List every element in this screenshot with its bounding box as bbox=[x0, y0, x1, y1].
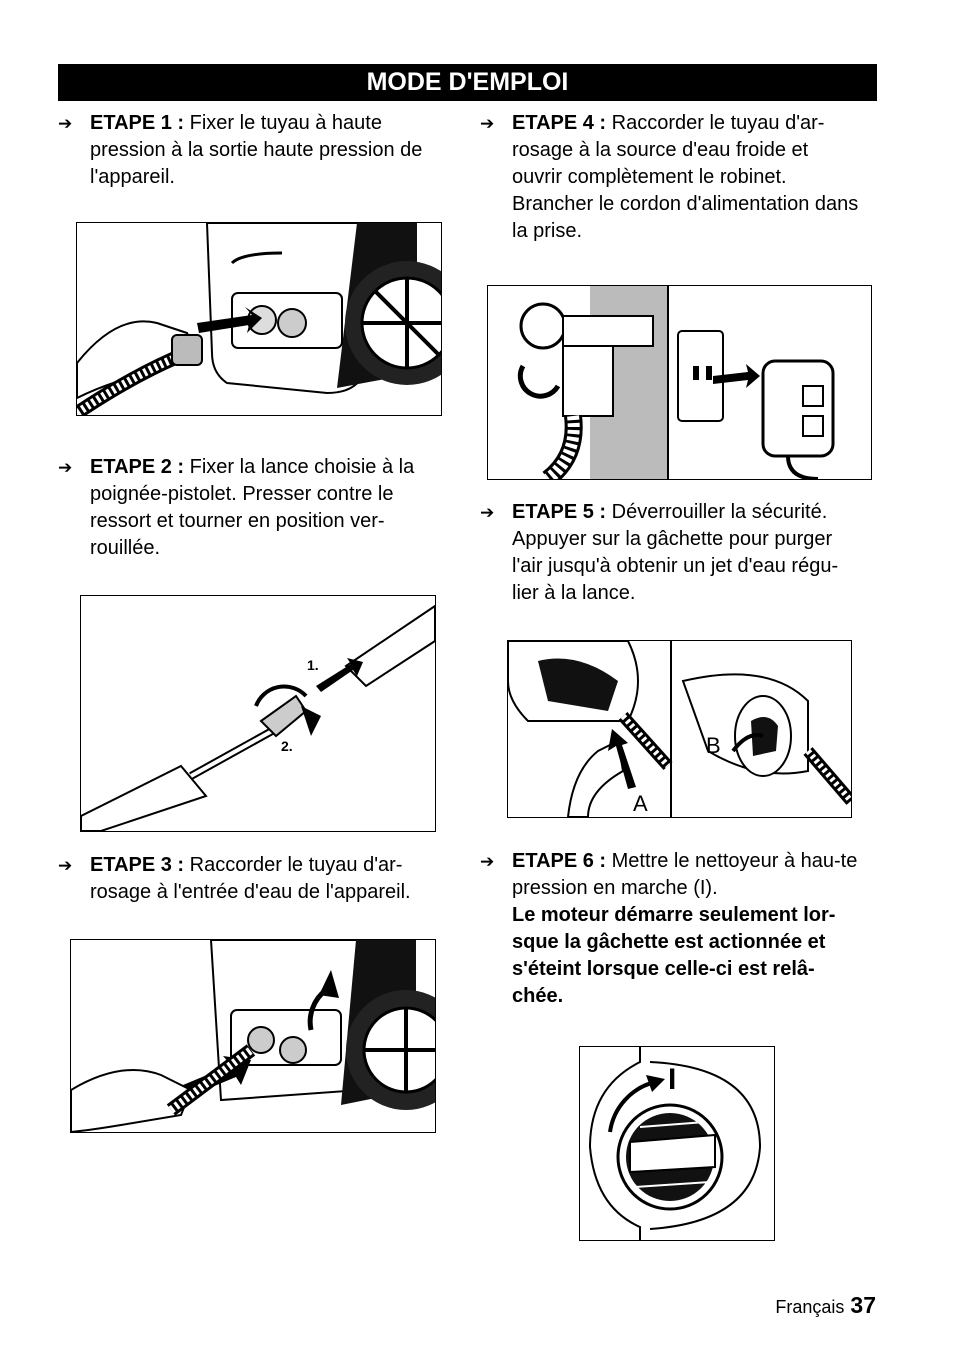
step-2 bbox=[58, 454, 438, 562]
step-4-label: ETAPE 4 : bbox=[512, 112, 607, 134]
figure-step-3 bbox=[70, 939, 436, 1133]
step-3 bbox=[58, 852, 458, 906]
step-6 bbox=[480, 848, 860, 1010]
arrow-right-icon: ➔ bbox=[480, 852, 495, 871]
switch-on-label: I bbox=[668, 1063, 677, 1096]
arrow-right-icon: ➔ bbox=[480, 114, 495, 133]
step-2-label: ETAPE 2 : bbox=[90, 456, 185, 478]
footer-language: Français bbox=[775, 1297, 845, 1317]
step-3-text: Raccorder le tuyau d'ar-rosage à l'entrée d'eau de l'appareil. bbox=[90, 854, 411, 903]
figure-step-6 bbox=[579, 1046, 775, 1241]
page-number: 37 bbox=[850, 1292, 876, 1318]
step-1 bbox=[58, 110, 438, 191]
figure-label-a: A bbox=[633, 791, 648, 816]
step-5-label: ETAPE 5 : bbox=[512, 501, 607, 523]
step-3-label: ETAPE 3 : bbox=[90, 854, 185, 876]
step-2-text: Fixer la lance choisie à la poignée-pistolet. Presser contre le ressort et tourner en position ver-rouillée. bbox=[90, 456, 415, 559]
step-5-text: Déverrouiller la sécurité. Appuyer sur la gâchette pour purger l'air jusqu'à obtenir un jet d'eau régu-lier à la lance. bbox=[512, 501, 839, 604]
arrow-right-icon: ➔ bbox=[58, 856, 73, 875]
step-4-text: Raccorder le tuyau d'ar-rosage à la source d'eau froide et ouvrir complètement le robinet. Brancher le cordon d'alimentation dans la prise. bbox=[512, 112, 859, 242]
figure-label-b: B bbox=[706, 733, 721, 758]
figure-step-5 bbox=[507, 640, 852, 818]
figure-step-1 bbox=[76, 222, 442, 416]
arrow-right-icon: ➔ bbox=[480, 503, 495, 522]
step-1-label: ETAPE 1 : bbox=[90, 112, 185, 134]
arrow-right-icon: ➔ bbox=[58, 114, 73, 133]
step-6-label: ETAPE 6 : bbox=[512, 850, 607, 872]
arrow-right-icon: ➔ bbox=[58, 458, 73, 477]
figure-step-4 bbox=[487, 285, 872, 480]
figure-label-2: 2. bbox=[281, 738, 293, 754]
page-footer bbox=[775, 1292, 876, 1319]
figure-step-2 bbox=[80, 595, 436, 832]
page-title: MODE D'EMPLOI bbox=[58, 64, 877, 101]
figure-label-1: 1. bbox=[307, 657, 319, 673]
step-6-text: Mettre le nettoyeur à hau-te pression en marche (I). bbox=[512, 850, 858, 899]
step-4 bbox=[480, 110, 860, 245]
step-5 bbox=[480, 499, 860, 607]
step-6-note: Le moteur démarre seulement lor-sque la gâchette est actionnée et s'éteint lorsque celle-ci est relâ-chée. bbox=[512, 904, 836, 1007]
step-1-text: Fixer le tuyau à haute pression à la sortie haute pression de l'appareil. bbox=[90, 112, 423, 188]
